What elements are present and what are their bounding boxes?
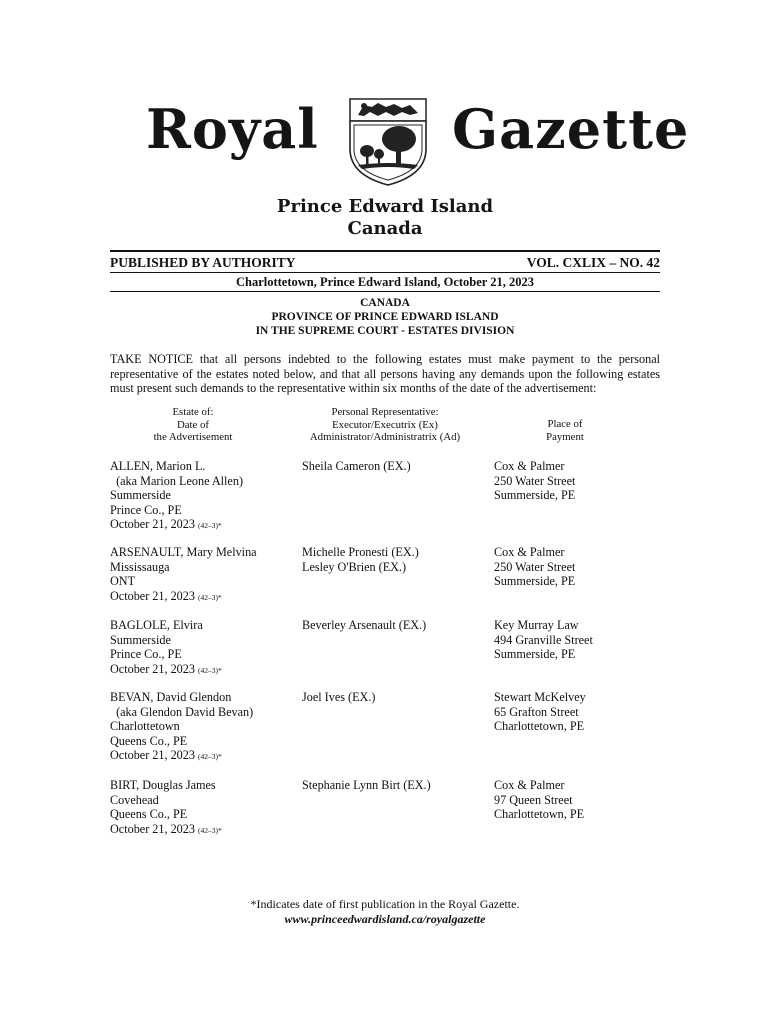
representative-name: Beverley Arsenault (EX.) (302, 618, 427, 632)
advertisement-date (110, 517, 243, 534)
payment-line: Charlottetown, PE (494, 719, 585, 734)
personal-representative-cell (302, 618, 426, 633)
representative-name: Stephanie Lynn Birt (EX.) (302, 778, 431, 792)
place-of-payment-cell (494, 459, 575, 503)
publication-code: (42–3)* (198, 521, 222, 531)
column-header-representative-line: Administrator/Administratrix (Ad) (309, 431, 461, 443)
estate-line: BIRT, Douglas James (110, 778, 216, 792)
header-rule-middle (110, 272, 660, 273)
payment-line: 250 Water Street (494, 559, 576, 574)
publication-code: (42–3)* (198, 592, 222, 602)
province-name: Prince Edward Island (276, 196, 494, 217)
publication-code: (42–3)* (198, 665, 222, 675)
place-of-payment-cell (494, 690, 586, 734)
estate-line: BAGLOLE, Elvira (110, 618, 203, 632)
advertisement-date-text: October 21, 2023 (110, 517, 195, 532)
payment-line: Charlottetown, PE (494, 807, 585, 822)
place-of-payment-cell (494, 618, 593, 662)
estate-name-cell (110, 690, 253, 765)
estate-name-cell (110, 545, 257, 605)
masthead (0, 95, 770, 195)
advertisement-date (110, 589, 257, 606)
payment-line: Cox & Palmer (494, 459, 565, 473)
masthead-title-right: Gazette (452, 97, 690, 161)
advertisement-date (110, 748, 253, 765)
dateline: Charlottetown, Prince Edward Island, October 21, 2023 (235, 275, 535, 289)
estate-line: ARSENAULT, Mary Melvina (110, 545, 257, 559)
payment-line: Cox & Palmer (494, 778, 565, 792)
column-header-payment-line: Payment (546, 430, 584, 443)
column-header-estate-line: Date of (176, 418, 210, 431)
payment-line: Stewart McKelvey (494, 690, 586, 704)
header-rule-bottom (110, 291, 660, 292)
payment-line: Cox & Palmer (494, 545, 565, 559)
personal-representative-cell (302, 690, 375, 705)
website-link[interactable]: www.princeedwardisland.ca/royalgazette (284, 912, 486, 926)
representative-name: Lesley O'Brien (EX.) (302, 559, 407, 574)
representative-name: Michelle Pronesti (EX.) (302, 545, 419, 559)
representative-name: Sheila Cameron (EX.) (302, 459, 411, 473)
estate-line: Summerside (110, 488, 171, 503)
estate-line: Queens Co., PE (110, 807, 188, 822)
payment-line: Summerside, PE (494, 488, 576, 503)
advertisement-date (110, 822, 222, 839)
estate-name-cell (110, 778, 222, 838)
estate-line: Charlottetown (110, 719, 180, 734)
payment-line: Summerside, PE (494, 574, 576, 589)
estate-line: ALLEN, Marion L. (110, 459, 206, 473)
estate-name-cell (110, 618, 222, 678)
volume-number: VOL. CXLIX – NO. 42 (526, 255, 660, 270)
estate-line: Prince Co., PE (110, 502, 182, 517)
country-name: Canada (347, 218, 423, 239)
estate-line: ONT (110, 574, 136, 589)
payment-line: 250 Water Street (494, 473, 576, 488)
payment-line: Key Murray Law (494, 618, 579, 632)
advertisement-date-text: October 21, 2023 (110, 821, 195, 836)
column-header-estate (110, 406, 276, 444)
header-rule-top (110, 250, 660, 252)
publication-code: (42–3)* (198, 825, 222, 835)
payment-line: 494 Granville Street (494, 632, 593, 647)
pei-coat-of-arms-icon (344, 95, 432, 187)
published-by-authority: PUBLISHED BY AUTHORITY (110, 255, 296, 270)
representative-name: Joel Ives (EX.) (302, 690, 376, 704)
column-header-representative (290, 406, 480, 444)
notice-paragraph: TAKE NOTICE that all persons indebted to the following estates must make payment to the personal representative of the estates noted below, and that all persons having any demands upon the following estates must present such demands to the representative within six months of the date of the advertisement: (110, 352, 660, 395)
estate-name-cell (110, 459, 243, 534)
personal-representative-cell (302, 459, 411, 474)
place-of-payment-cell (494, 778, 584, 822)
column-header-payment (500, 418, 630, 443)
advertisement-date-text: October 21, 2023 (110, 748, 195, 763)
column-header-representative-line: Executor/Executrix (Ex) (332, 418, 438, 431)
personal-representative-cell (302, 778, 431, 793)
payment-line: Summerside, PE (494, 647, 576, 662)
estate-line: (aka Glendon David Bevan) (110, 704, 254, 719)
personal-representative-cell (302, 545, 419, 574)
advertisement-date-text: October 21, 2023 (110, 661, 195, 676)
advertisement-date-text: October 21, 2023 (110, 588, 195, 603)
estate-line: BEVAN, David Glendon (110, 690, 232, 704)
estate-line: (aka Marion Leone Allen) (110, 473, 243, 488)
column-header-estate-line: the Advertisement (153, 431, 233, 443)
payment-line: 97 Queen Street (494, 792, 573, 807)
court-line-division: IN THE SUPREME COURT - ESTATES DIVISION (255, 325, 515, 337)
estate-line: Covehead (110, 792, 159, 807)
court-line-province: PROVINCE OF PRINCE EDWARD ISLAND (271, 311, 499, 323)
court-line-country: CANADA (360, 297, 410, 309)
estate-line: Mississauga (110, 559, 170, 574)
masthead-title-left: Royal (146, 97, 319, 161)
column-header-estate-line: Estate of: (172, 406, 214, 418)
estate-line: Queens Co., PE (110, 733, 188, 748)
column-header-representative-line: Personal Representative: (331, 406, 439, 418)
column-header-payment-line: Place of (547, 418, 583, 430)
estate-line: Prince Co., PE (110, 647, 182, 662)
place-of-payment-cell (494, 545, 575, 589)
court-heading (0, 296, 770, 338)
payment-line: 65 Grafton Street (494, 704, 579, 719)
footnote: *Indicates date of first publication in the Royal Gazette. (250, 897, 520, 911)
estate-line: Summerside (110, 632, 171, 647)
publication-code: (42–3)* (198, 752, 222, 762)
advertisement-date (110, 662, 222, 679)
